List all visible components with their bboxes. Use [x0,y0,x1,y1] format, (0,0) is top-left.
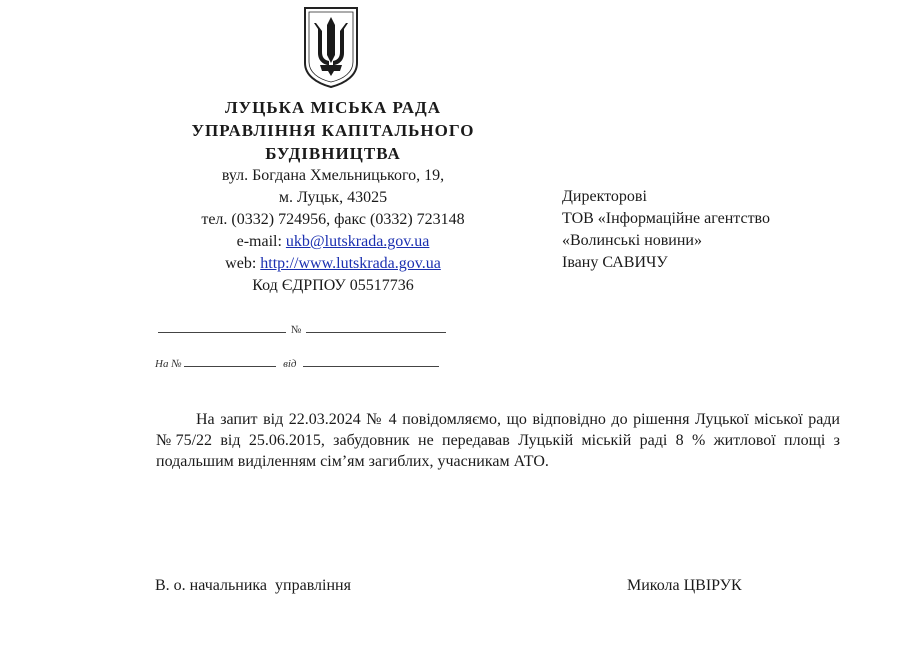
signatory-title: В. о. начальника управління [155,577,351,594]
email-link[interactable]: ukb@lutskrada.gov.ua [285,233,430,250]
letter-body: На запит від 22.03.2024 № 4 повідомляємо, що відповідно до рішення Луцької міської ради №75/22 від 25.06.2015, забудовник не передавав Луцькій міській раді 8 % житлової площі з подальшим виділенням сім’ям загиблих, учасникам АТО. [156,411,840,470]
org-name-line2: УПРАВЛІННЯ КАПІТАЛЬНОГО [191,121,475,140]
letterhead [150,96,516,297]
email-line [150,231,516,253]
web-line [150,253,516,275]
reply-label: На № [155,358,182,370]
incoming-reference [155,356,439,370]
org-name-line1: ЛУЦЬКА МІСЬКА РАДА [225,98,441,117]
org-name-line3: БУДІВНИЦТВА [265,144,401,163]
phone-fax: тел. (0332) 724956, факс (0332) 723148 [201,211,465,228]
from-label: від [283,358,297,370]
web-link[interactable]: http://www.lutskrada.gov.ua [260,255,441,272]
outgoing-reference [158,322,446,336]
recipient-line4: Івану САВИЧУ [562,254,668,271]
number-blank [306,322,446,333]
email-label: e-mail: [236,233,286,250]
web-label: web: [225,255,261,272]
number-sign: № [290,324,302,336]
recipient-line1: Директорові [562,188,647,205]
date-blank [158,322,286,333]
reply-number-blank [184,356,276,367]
recipient-block [562,186,882,274]
reply-date-blank [303,356,439,367]
address-line1: вул. Богдана Хмельницького, 19, [221,167,445,184]
trident-coat-of-arms-icon [302,5,360,89]
recipient-line3: «Волинські новини» [562,232,702,249]
edrpou-code: Код ЄДРПОУ 05517736 [252,277,414,294]
signatory-name: Микола ЦВІРУК [627,577,742,594]
recipient-line2: ТОВ «Інформаційне агентство [562,210,770,227]
address-line2: м. Луцьк, 43025 [278,189,388,206]
